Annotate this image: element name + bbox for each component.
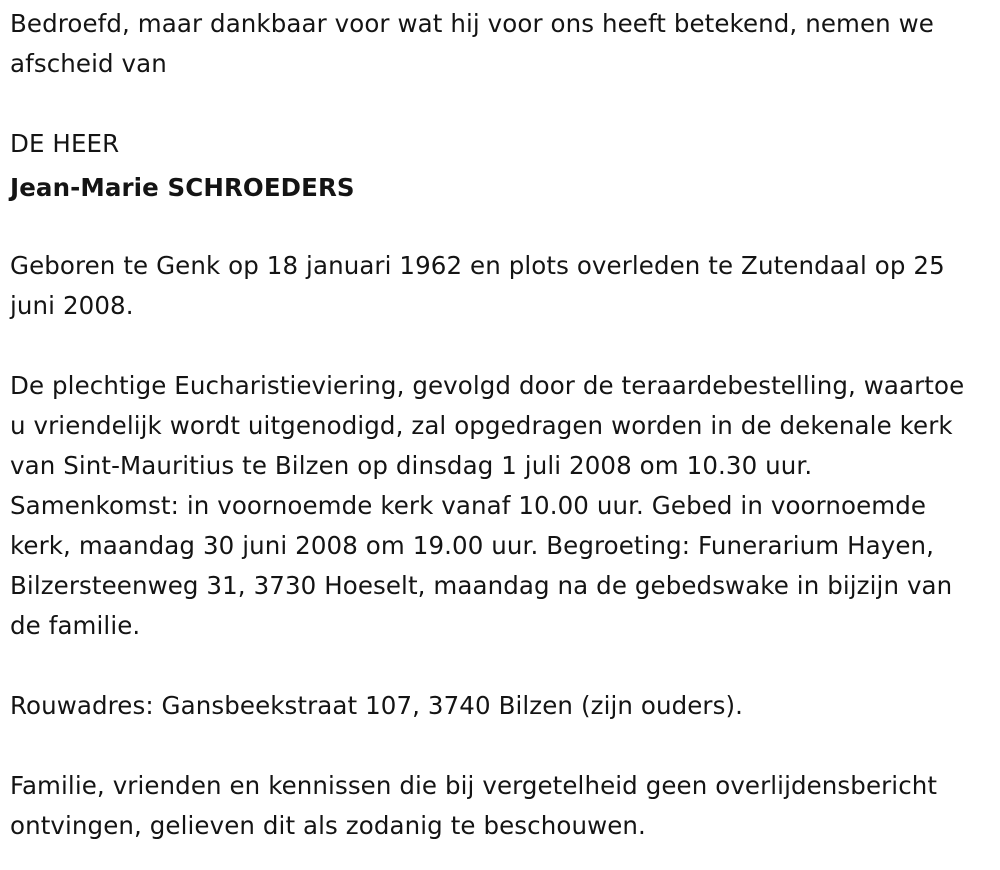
- spacer: [10, 646, 985, 686]
- spacer: [10, 726, 985, 766]
- obituary-notice: [10, 4, 985, 846]
- spacer: [10, 84, 985, 124]
- spacer: [10, 326, 985, 366]
- intro-text: Bedroefd, maar dankbaar voor wat hij voor ons heeft betekend, nemen we afscheid van: [10, 9, 934, 78]
- spacer: [10, 212, 985, 246]
- mourning-address-text: Rouwadres: Gansbeekstraat 107, 3740 Bilzen (zijn ouders).: [10, 691, 744, 720]
- ceremony-text: De plechtige Eucharistieviering, gevolgd door de teraardebestelling, waartoe u vriendelijk wordt uitgenodigd, zal opgedragen worden in de dekenale kerk van Sint-Mauritius te Bilzen op dinsdag 1 juli 2008 om 10.30 uur. Samenkomst: in voornoemde kerk vanaf 10.00 uur. Gebed in voornoemde kerk, maandag 30 juni 2008 om 19.00 uur. Begroeting: Funerarium Hayen, Bilzersteenweg 31, 3730 Hoeselt, maandag na de gebedswake in bijzijn van de familie.: [10, 371, 965, 640]
- deceased-name: Jean-Marie SCHROEDERS: [10, 173, 355, 202]
- birth-death-text: Geboren te Genk op 18 januari 1962 en plots overleden te Zutendaal op 25 juni 2008.: [10, 251, 945, 320]
- honorific-title: DE HEER: [10, 129, 120, 158]
- closing-text: Familie, vrienden en kennissen die bij vergetelheid geen overlijdensbericht ontvingen, gelieven dit als zodanig te beschouwen.: [10, 771, 938, 840]
